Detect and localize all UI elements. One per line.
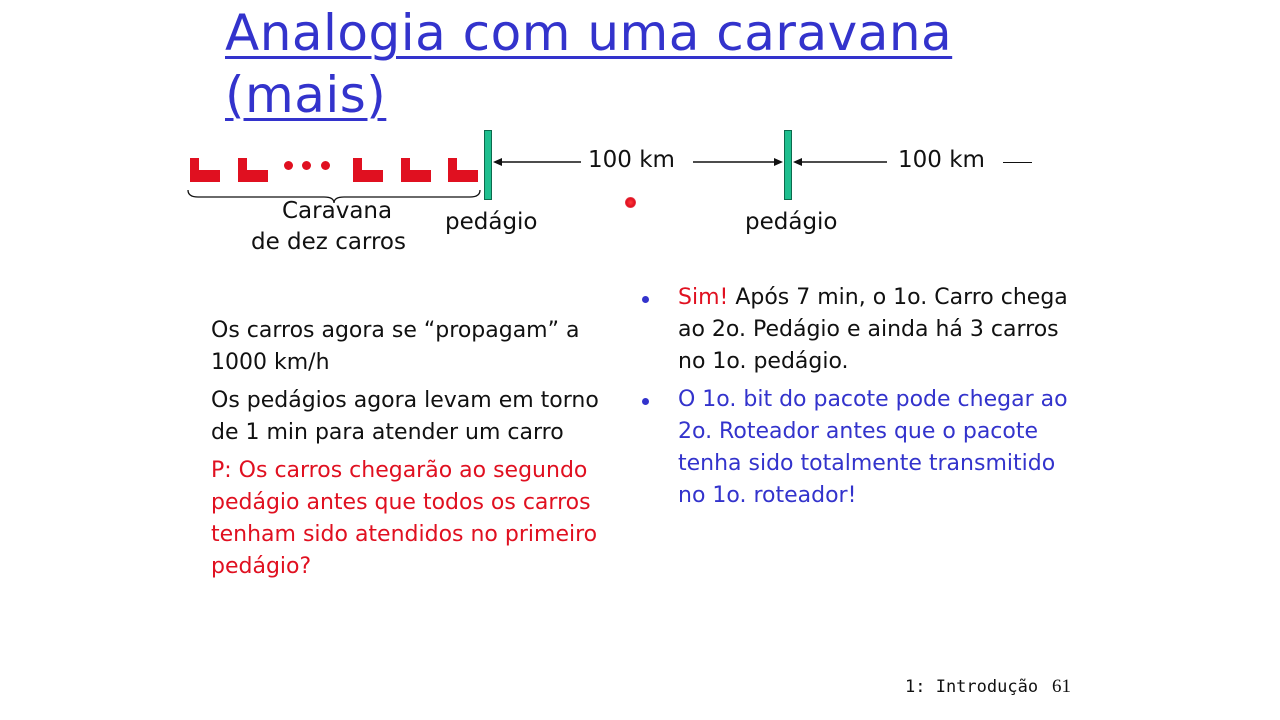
answer-text-1: Após 7 min, o 1o. Carro chega ao 2o. Pedágio e ainda há 3 carros no 1o. pedágio. [678, 285, 1068, 374]
pointer-dot [625, 197, 636, 208]
car-icon [190, 158, 220, 182]
toll-label-2: pedágio [745, 209, 838, 235]
caravan-label-line2: de dez carros [251, 229, 406, 255]
toll-booth-bar-1 [484, 130, 492, 200]
ellipsis-dot [302, 161, 311, 170]
ellipsis-dot [321, 161, 330, 170]
propagation-text: Os carros agora se “propagam” a 1000 km/h [211, 318, 580, 375]
bullet-icon [642, 398, 649, 405]
arrow-left-to-toll-2 [793, 155, 889, 169]
distance-label-1: 100 km [588, 147, 675, 173]
bullet-item-1 [640, 282, 1080, 378]
ellipsis-dot [284, 161, 293, 170]
car-icon [238, 158, 268, 182]
left-text-block [211, 315, 611, 589]
car-icon [353, 158, 383, 182]
distance-label-2: 100 km [898, 147, 985, 173]
slide-title-line1: Analogia com uma caravana [225, 4, 953, 62]
answer-highlight: Sim! [678, 285, 729, 310]
answer-bullets [640, 282, 1080, 518]
toll-label-1: pedágio [445, 209, 538, 235]
question-text: P: Os carros chegarão ao segundo pedágio antes que todos os carros tenham sido atendidos no primeiro pedágio? [211, 458, 598, 579]
bullet-item-2 [640, 384, 1080, 512]
page-number: 61 [1052, 676, 1071, 697]
car-icon [401, 158, 431, 182]
footer-section: 1: Introdução [905, 677, 1039, 697]
toll-booth-bar-2 [784, 130, 792, 200]
car-icon [448, 158, 478, 182]
caravan-label-line1: Caravana [282, 198, 393, 224]
road-line-end [1003, 162, 1032, 163]
slide-title-line2: (mais) [225, 66, 387, 124]
arrow-right-to-toll-2 [693, 155, 783, 169]
toll-service-text: Os pedágios agora levam em torno de 1 min para atender um carro [211, 388, 599, 445]
bullet-icon [642, 296, 649, 303]
arrow-left-to-toll-1 [493, 155, 583, 169]
slide-title [225, 2, 985, 126]
answer-text-2: O 1o. bit do pacote pode chegar ao 2o. Roteador antes que o pacote tenha sido totalmente transmitido no 1o. roteador! [678, 387, 1068, 508]
